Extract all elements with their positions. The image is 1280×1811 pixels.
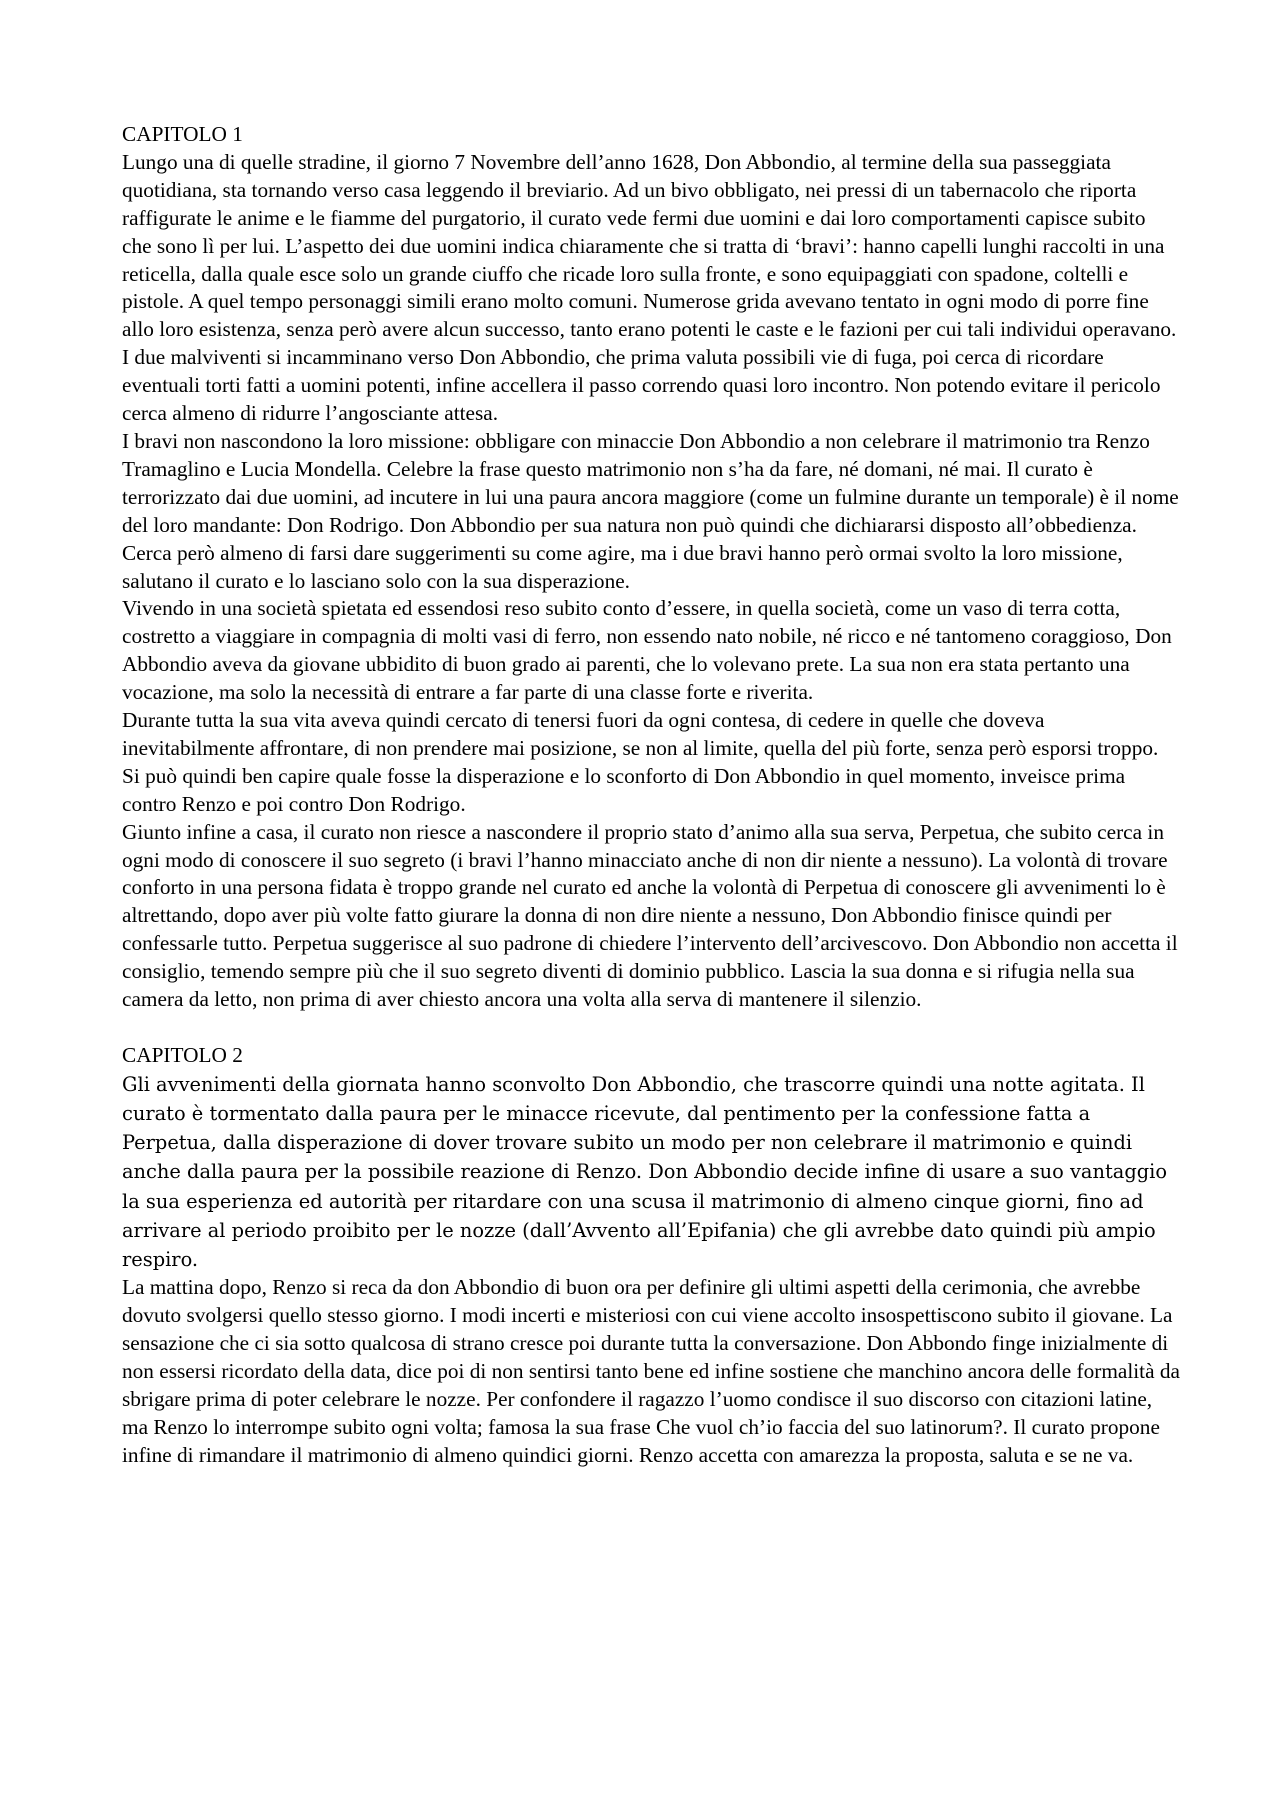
chapter-1-paragraph-1: Lungo una di quelle stradine, il giorno 7 Novembre dell’anno 1628, Don Abbondio, al termine della sua passeggiata quotidiana, sta tornando verso casa leggendo il breviario. Ad un bivo obbligato, nei pressi di un tabernacolo che riporta raffigurate le anime e le fiamme del purgatorio, il curato vede fermi due uomini e dai loro comportamenti capisce subito che sono lì per lui. L’aspetto dei due uomini indica chiaramente che si tratta di ‘bravi’: hanno capelli lunghi raccolti in una reticella, dalla quale esce solo un grande ciuffo che ricade loro sulla fronte, e sono equipaggiati con spadone, coltelli e pistole. A quel tempo personaggi simili erano molto comuni. Numerose grida avevano tentato in ogni modo di porre fine allo loro esistenza, senza però avere alcun successo, tanto erano potenti le caste e le fazioni per cui tali individui operavano.: [122, 149, 1177, 342]
chapter-1-title: CAPITOLO 1: [122, 122, 243, 146]
chapter-1-paragraph-3: I bravi non nascondono la loro missione: obbligare con minaccie Don Abbondio a non celebrare il matrimonio tra Renzo Tramaglino e Lucia Mondella. Celebre la frase questo matrimonio non s’ha da fare, né domani, né mai. Il curato è terrorizzato dai due uomini, ad incutere in lui una paura ancora maggiore (come un fulmine durante un temporale) è il nome del loro mandante: Don Rodrigo. Don Abbondio per sua natura non può quindi che dichiararsi disposto all’obbedienza. Cerca però almeno di farsi dare suggerimenti su come agire, ma i due bravi hanno però ormai svolto la loro missione, salutano il curato e lo lasciano solo con la sua disperazione.: [122, 428, 1179, 593]
document-page: [122, 121, 1180, 1470]
chapter-1-paragraph-2: I due malviventi si incamminano verso Don Abbondio, che prima valuta possibili vie di fuga, poi cerca di ricordare eventuali torti fatti a uomini potenti, infine accellera il passo correndo quasi loro incontro. Non potendo evitare il pericolo cerca almeno di ridurre l’angosciante attesa.: [122, 345, 1161, 426]
chapter-spacer: [122, 1014, 1180, 1042]
chapter-1-paragraph-6: Giunto infine a casa, il curato non riesce a nascondere il proprio stato d’animo alla sua serva, Perpetua, che subito cerca in ogni modo di conoscere il suo segreto (i bravi l’hanno minacciato anche di non dir niente a nessuno). La volontà di trovare conforto in una persona fidata è troppo grande nel curato ed anche la volontà di Perpetua di conoscere gli avvenimenti lo è altrettando, dopo aver più volte fatto giurare la donna di non dire niente a nessuno, Don Abbondio finisce quindi per confessarle tutto. Perpetua suggerisce al suo padrone di chiedere l’intervento dell’arcivescovo. Don Abbondio non accetta il consiglio, temendo sempre più che il suo segreto diventi di dominio pubblico. Lascia la sua donna e si rifugia nella sua camera da letto, non prima di aver chiesto ancora una volta alla serva di mantenere il silenzio.: [122, 819, 1178, 1012]
chapter-1-paragraph-4: Vivendo in una società spietata ed essendosi reso subito conto d’essere, in quella società, come un vaso di terra cotta, costretto a viaggiare in compagnia di molti vasi di ferro, non essendo nato nobile, né ricco e né tantomeno coraggioso, Don Abbondio aveva da giovane ubbidito di buon grado ai parenti, che lo volevano prete. La sua non era stata pertanto una vocazione, ma solo la necessità di entrare a far parte di una classe forte e riverita.: [122, 596, 1172, 705]
chapter-2-paragraph-2: La mattina dopo, Renzo si reca da don Abbondio di buon ora per definire gli ultimi aspetti della cerimonia, che avrebbe dovuto svolgersi quello stesso giorno. I modi incerti e misteriosi con cui viene accolto insospettiscono subito il giovane. La sensazione che ci sia sotto qualcosa di strano cresce poi durante tutta la conversazione. Don Abbondo finge inizialmente di non essersi ricordato della data, dice poi di non sentirsi tanto bene ed infine sostiene che manchino ancora delle formalità da sbrigare prima di poter celebrare le nozze. Per confondere il ragazzo l’uomo condisce il suo discorso con citazioni latine, ma Renzo lo interrompe subito ogni volta; famosa la sua frase Che vuol ch’io faccia del suo latinorum?. Il curato propone infine di rimandare il matrimonio di almeno quindici giorni. Renzo accetta con amarezza la proposta, saluta e se ne va.: [122, 1275, 1180, 1467]
chapter-2-title: CAPITOLO 2: [122, 1042, 243, 1067]
chapter-2-paragraph-1: Gli avvenimenti della giornata hanno sconvolto Don Abbondio, che trascorre quindi una notte agitata. Il curato è tormentato dalla paura per le minacce ricevute, dal pentimento per la confessione fatta a Perpetua, dalla disperazione di dover trovare subito un modo per non celebrare il matrimonio e quindi anche dalla paura per la possibile reazione di Renzo. Don Abbondio decide infine di usare a suo vantaggio la sua esperienza ed autorità per ritardare con una scusa il matrimonio di almeno cinque giorni, fino ad arrivare al periodo proibito per le nozze (dall’Avvento all’Epifania) che gli avrebbe dato quindi più ampio respiro.: [122, 1072, 1168, 1272]
chapter-1-paragraph-5: Durante tutta la sua vita aveva quindi cercato di tenersi fuori da ogni contesa, di cedere in quelle che doveva inevitabilmente affrontare, di non prendere mai posizione, se non al limite, quella del più forte, senza però esporsi troppo. Si può quindi ben capire quale fosse la disperazione e lo sconforto di Don Abbondio in quel momento, inveisce prima contro Renzo e poi contro Don Rodrigo.: [122, 708, 1159, 816]
